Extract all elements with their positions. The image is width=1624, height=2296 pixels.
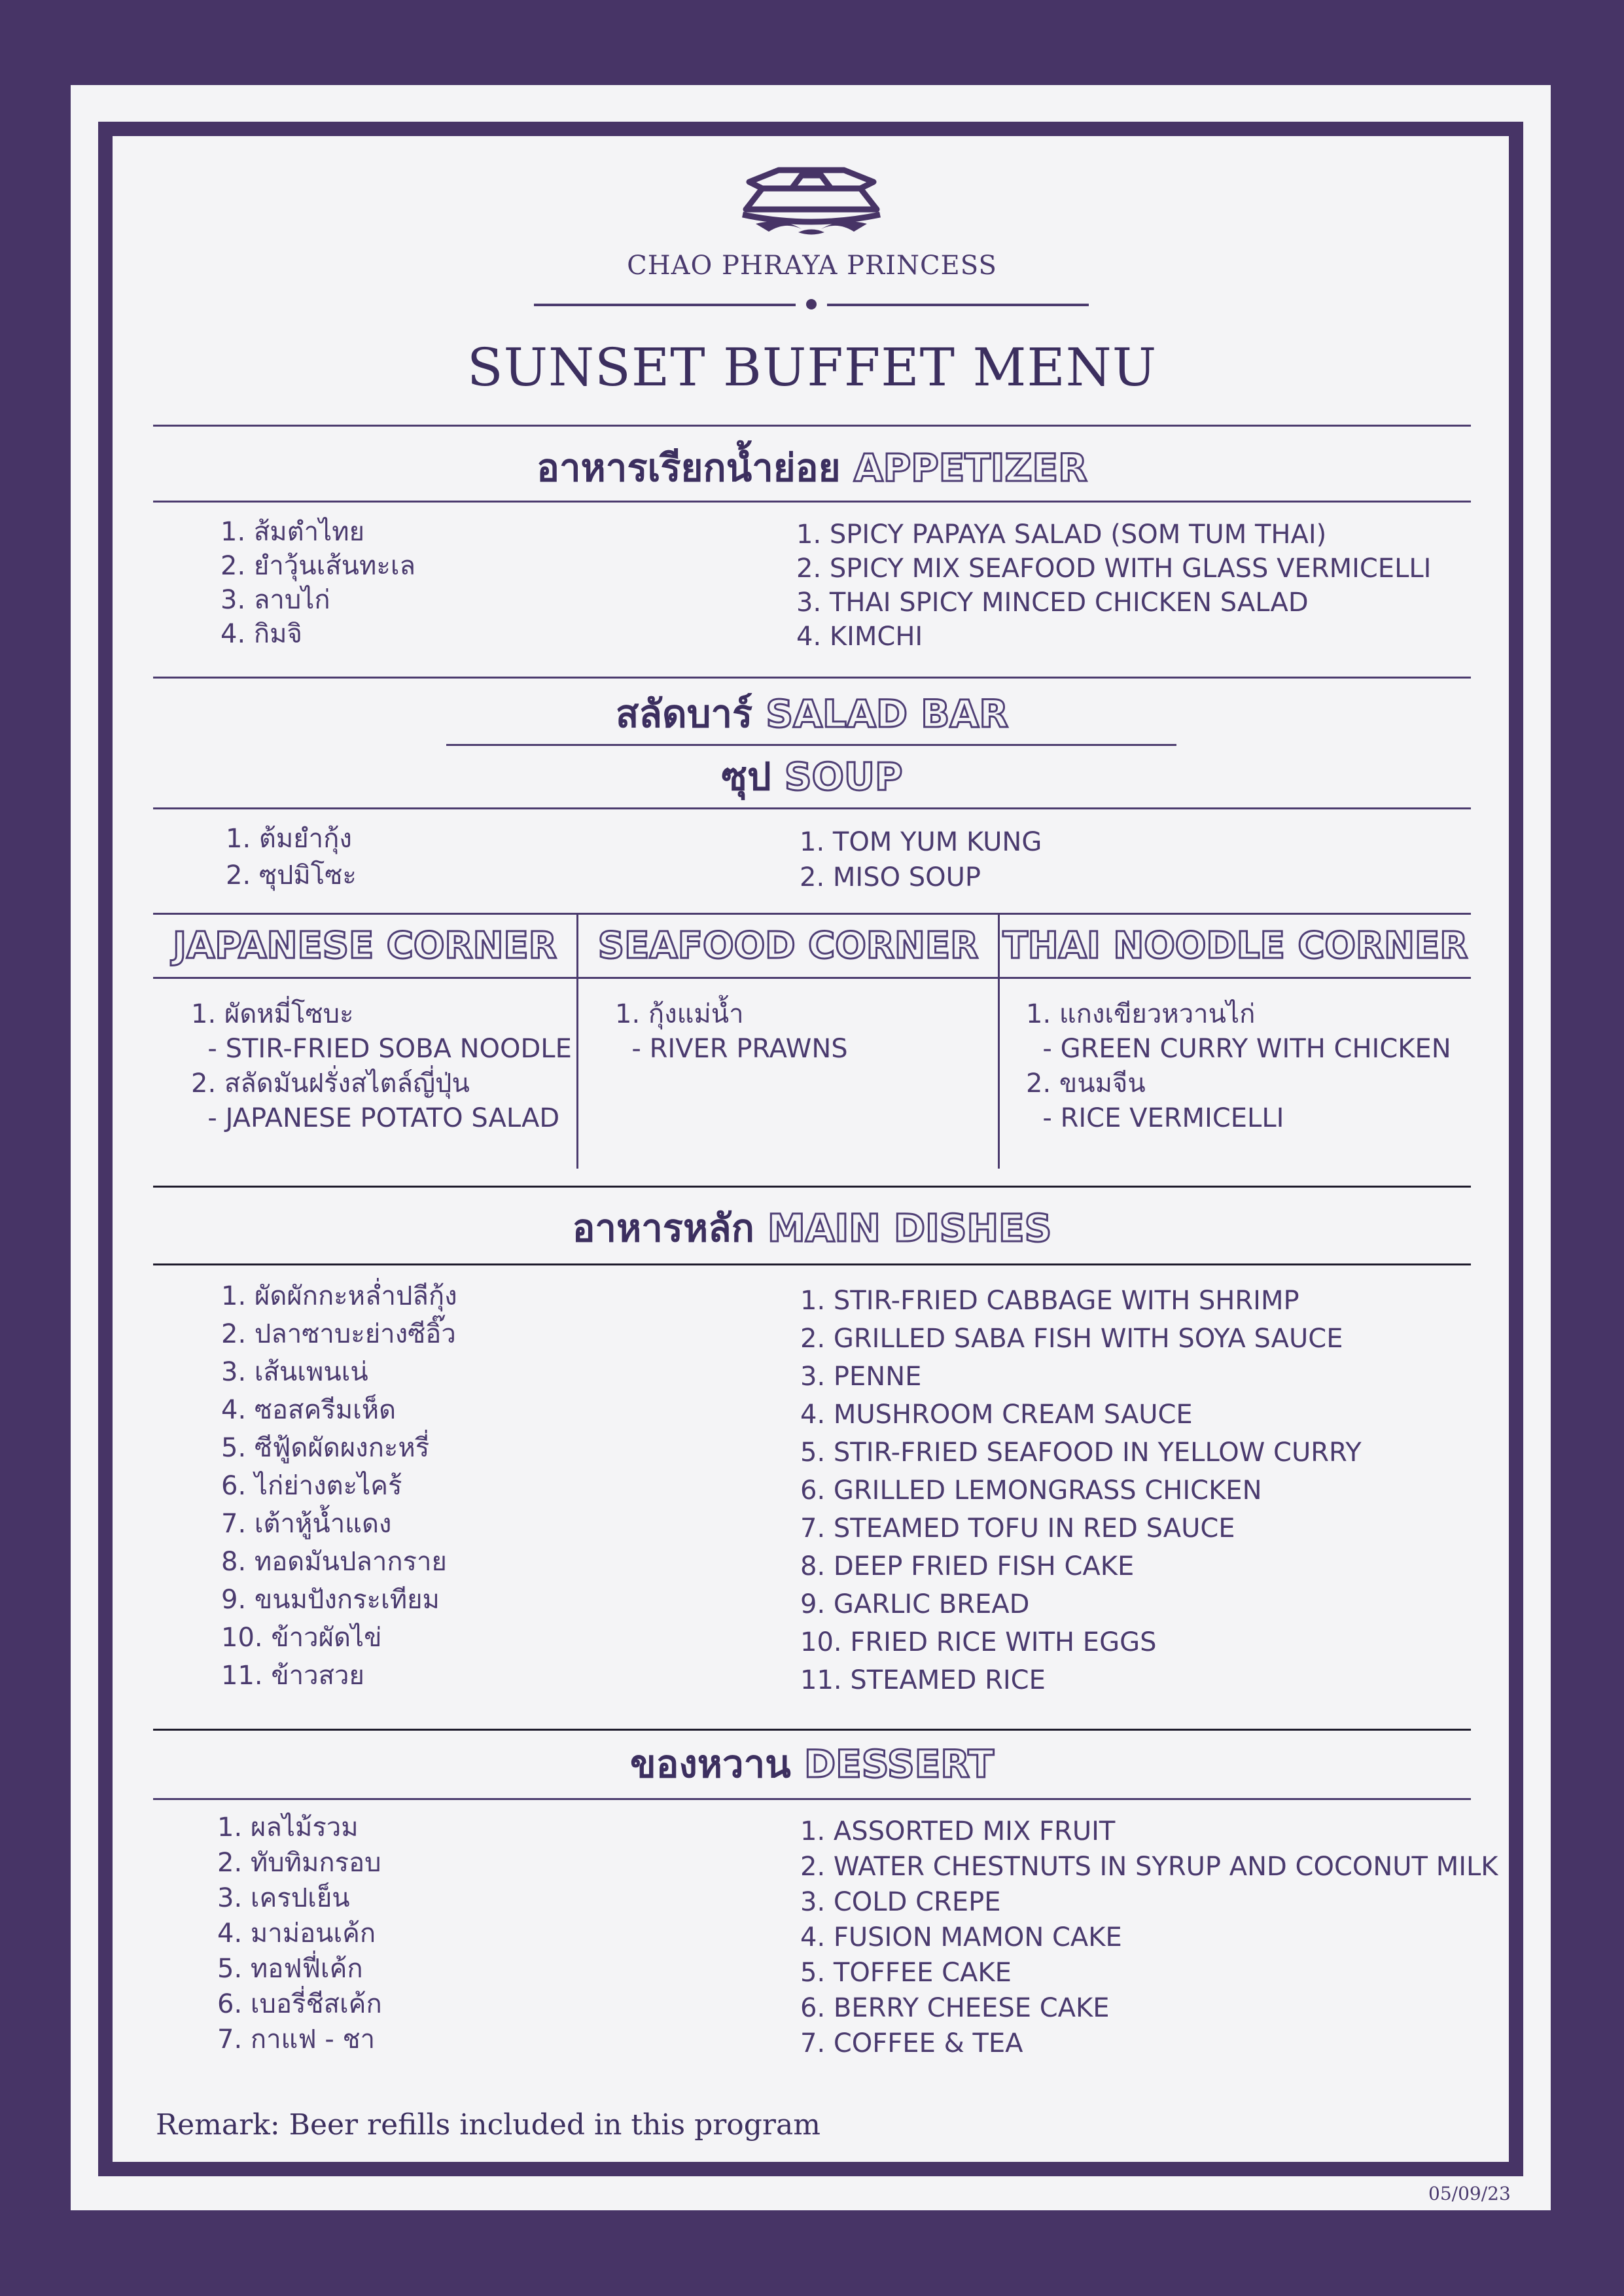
list-item: 1. ผัดผักกะหล่ำปลีกุ้ง xyxy=(221,1281,457,1311)
ornament-left xyxy=(534,304,796,306)
list-item: 1. TOM YUM KUNG xyxy=(800,827,1042,857)
section-title-salad-bar xyxy=(0,692,1624,736)
list-item: 1. ASSORTED MIX FRUIT xyxy=(800,1816,1116,1846)
list-item: 1. ผลไม้รวม xyxy=(217,1812,359,1843)
list-item: 5. STIR-FRIED SEAFOOD IN YELLOW CURRY xyxy=(800,1438,1362,1468)
list-item: - STIR-FRIED SOBA NOODLE xyxy=(191,1034,572,1064)
brand-name: CHAO PHRAYA PRINCESS xyxy=(627,251,997,281)
section-title-dessert xyxy=(0,1742,1624,1786)
japanese-corner-list xyxy=(191,999,572,1133)
section-title-thai: อาหารเรียกน้ำย่อย xyxy=(537,446,841,490)
list-item: - RICE VERMICELLI xyxy=(1026,1103,1284,1133)
list-item: 2. ทับทิมกรอบ xyxy=(217,1848,381,1878)
divider xyxy=(153,1186,1471,1188)
list-item: 8. ทอดมันปลากราย xyxy=(221,1547,447,1577)
divider xyxy=(153,807,1471,809)
list-item: - RIVER PRAWNS xyxy=(615,1034,848,1064)
list-item: - GREEN CURRY WITH CHICKEN xyxy=(1026,1034,1451,1064)
list-item: 2. MISO SOUP xyxy=(800,862,981,892)
remark-text: Remark: Beer refills included in this program xyxy=(156,2108,821,2142)
list-item: 2. ขนมจีน xyxy=(1026,1069,1146,1099)
section-title-main-dishes xyxy=(0,1206,1624,1250)
list-item: 4. KIMCHI xyxy=(796,622,923,652)
list-item: 2. สลัดมันฝรั่งสไตล์ญี่ปุ่น xyxy=(191,1069,470,1099)
list-item: 6. เบอรี่ชีสเค้ก xyxy=(217,1989,382,2019)
list-item: 3. เส้นเพนเน่ xyxy=(221,1357,368,1387)
section-title-english: DESSERT xyxy=(804,1742,994,1786)
list-item: 1. ผัดหมี่โซบะ xyxy=(191,999,354,1029)
list-item: 4. MUSHROOM CREAM SAUCE xyxy=(800,1400,1193,1430)
list-item: 9. GARLIC BREAD xyxy=(800,1589,1030,1619)
corner-title-thai-noodle: THAI NOODLE CORNER xyxy=(1002,925,1468,967)
list-item: 2. ยำวุ้นเส้นทะเล xyxy=(221,551,416,581)
section-title-soup xyxy=(0,754,1624,799)
list-item: 1. ต้มยำกุ้ง xyxy=(226,824,352,854)
list-item: 1. ส้มตำไทย xyxy=(221,517,365,547)
corner-title-japanese: JAPANESE CORNER xyxy=(173,925,557,967)
list-item: 3. เครปเย็น xyxy=(217,1883,350,1913)
list-item: 1. STIR-FRIED CABBAGE WITH SHRIMP xyxy=(800,1286,1299,1316)
list-item: 2. WATER CHESTNUTS IN SYRUP AND COCONUT MILK xyxy=(800,1852,1498,1882)
list-item: 2. ปลาซาบะย่างซีอิ๊ว xyxy=(221,1319,456,1349)
list-item: 4. กิมจิ xyxy=(221,619,302,649)
list-item: 3. ลาบไก่ xyxy=(221,585,330,615)
menu-title: SUNSET BUFFET MENU xyxy=(467,337,1157,398)
divider xyxy=(153,501,1471,503)
list-item: 8. DEEP FRIED FISH CAKE xyxy=(800,1551,1135,1581)
divider xyxy=(153,425,1471,427)
list-item: 3. THAI SPICY MINCED CHICKEN SALAD xyxy=(796,588,1309,618)
list-item: 9. ขนมปังกระเทียม xyxy=(221,1585,440,1615)
list-item: 1. กุ้งแม่น้ำ xyxy=(615,999,744,1029)
section-title-thai: ของหวาน xyxy=(630,1742,791,1786)
divider xyxy=(153,1263,1471,1265)
section-title-thai: อาหารหลัก xyxy=(572,1206,754,1250)
section-title-thai: ซุป xyxy=(721,754,771,799)
list-item: 2. SPICY MIX SEAFOOD WITH GLASS VERMICELLI xyxy=(796,554,1432,584)
section-title-english: MAIN DISHES xyxy=(768,1206,1052,1250)
list-item: 11. ข้าวสวย xyxy=(221,1661,364,1691)
corner-title-seafood: SEAFOOD CORNER xyxy=(597,925,979,967)
list-item: 6. GRILLED LEMONGRASS CHICKEN xyxy=(800,1475,1262,1506)
section-title-thai: สลัดบาร์ xyxy=(616,692,753,736)
list-item: 4. FUSION MAMON CAKE xyxy=(800,1922,1122,1952)
ornament-right xyxy=(827,304,1089,306)
divider xyxy=(446,744,1176,746)
boat-logo-icon xyxy=(730,164,893,245)
list-item: 4. ซอสครีมเห็ด xyxy=(221,1395,397,1425)
section-title-english: SOUP xyxy=(784,754,903,799)
list-item: 7. STEAMED TOFU IN RED SAUCE xyxy=(800,1513,1235,1544)
section-title-appetizer xyxy=(0,446,1624,490)
divider xyxy=(153,1798,1471,1800)
list-item: 5. ทอฟฟี่เค้ก xyxy=(217,1954,363,1984)
list-item: 10. ข้าวผัดไข่ xyxy=(221,1623,382,1653)
list-item: 6. ไก่ย่างตะไคร้ xyxy=(221,1471,402,1501)
date-stamp: 05/09/23 xyxy=(1428,2183,1511,2204)
list-item: 1. แกงเขียวหวานไก่ xyxy=(1026,999,1256,1029)
list-item: 3. PENNE xyxy=(800,1362,922,1392)
divider xyxy=(153,977,1471,979)
divider xyxy=(153,913,1471,915)
list-item: 6. BERRY CHEESE CAKE xyxy=(800,1993,1110,2023)
list-item: 5. TOFFEE CAKE xyxy=(800,1958,1012,1988)
list-item: 7. เต้าหู้น้ำแดง xyxy=(221,1509,392,1539)
list-item: 7. COFFEE & TEA xyxy=(800,2028,1023,2058)
list-item: - JAPANESE POTATO SALAD xyxy=(191,1103,560,1133)
section-title-english: APPETIZER xyxy=(853,446,1087,490)
list-item: 1. SPICY PAPAYA SALAD (SOM TUM THAI) xyxy=(796,520,1327,550)
list-item: 5. ซีฟู้ดผัดผงกะหรี่ xyxy=(221,1433,430,1463)
list-item: 3. COLD CREPE xyxy=(800,1887,1001,1917)
list-item: 4. มาม่อนเค้ก xyxy=(217,1918,376,1949)
divider xyxy=(153,1729,1471,1731)
section-title-english: SALAD BAR xyxy=(766,692,1008,736)
list-item: 10. FRIED RICE WITH EGGS xyxy=(800,1627,1157,1657)
list-item: 2. ซุปมิโซะ xyxy=(226,860,357,891)
list-item: 2. GRILLED SABA FISH WITH SOYA SAUCE xyxy=(800,1324,1343,1354)
ornament-dot xyxy=(806,299,817,309)
list-item: 11. STEAMED RICE xyxy=(800,1665,1046,1695)
list-item: 7. กาแฟ - ชา xyxy=(217,2024,376,2055)
divider xyxy=(153,677,1471,679)
